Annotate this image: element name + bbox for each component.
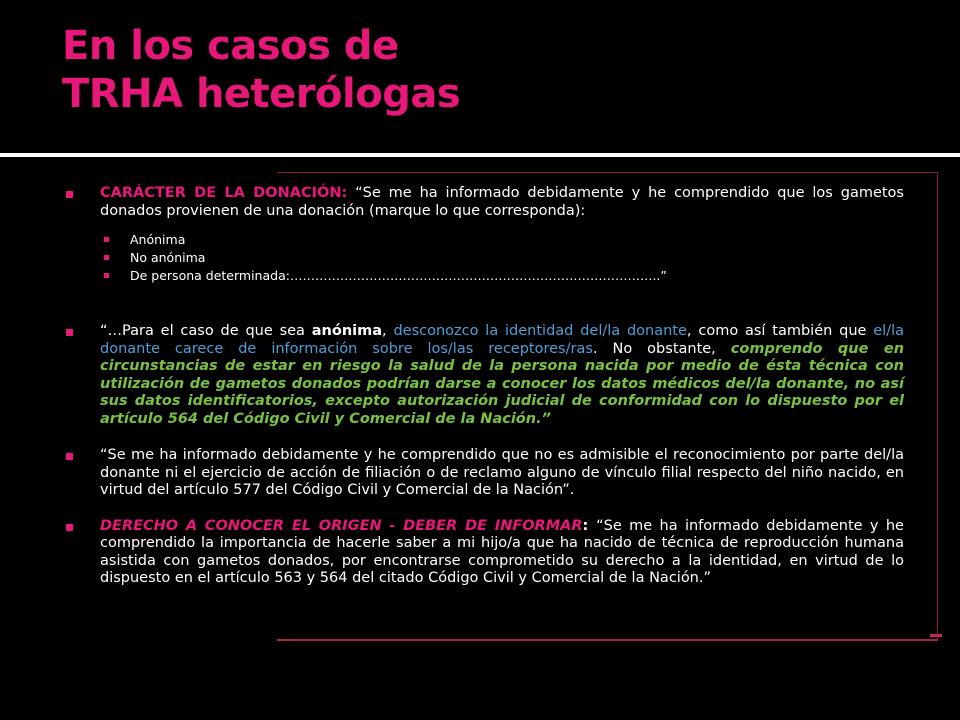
sub-bullet-square-icon [104, 237, 109, 242]
bullet-derecho-origen [66, 518, 904, 588]
text-run: : [582, 517, 597, 534]
slide-body [66, 185, 904, 588]
title-line-2: TRHA heterólogas [62, 71, 461, 117]
text-run: , [382, 323, 394, 339]
option-label: De persona determinada:……………………………………………………………………………..” [130, 268, 667, 283]
sub-bullet-anonima [66, 231, 904, 249]
slide-title [62, 22, 922, 118]
sub-bullet-square-icon [104, 273, 109, 278]
sub-bullet-persona-determinada [66, 267, 904, 285]
bullet-heading: CARÁCTER DE LA DONACIÓN: [100, 185, 348, 201]
title-divider [0, 153, 960, 157]
option-label: Anónima [130, 232, 186, 247]
bullet-square-icon [66, 191, 73, 198]
title-line-1: En los casos de [62, 23, 399, 69]
emphasis-anonima: anónima [311, 323, 383, 339]
bullet-square-icon [66, 453, 73, 460]
bullet-text: “Se me ha informado debidamente y he comprendido que no es admisible el reconocimiento por parte del/la donante ni el ejercicio de acción de filiación o de reclamo alguno de vínculo filial respecto del niño nacido, en virtud del artículo 577 del Código Civil y Comercial de la Nación”. [100, 447, 904, 498]
blue-text-identidad: desconozco la identidad del/la donante [393, 323, 687, 339]
sub-bullet-square-icon [104, 255, 109, 260]
option-label: No anónima [130, 250, 206, 265]
text-run: , como así también que [686, 323, 874, 339]
blue-text-informacion: el/la donante carece de información sobre los/las receptores/ras [100, 323, 905, 357]
bullet-square-icon [66, 524, 73, 531]
frame-corner-accent [930, 634, 942, 637]
sub-bullet-no-anonima [66, 249, 904, 267]
text-run: . No obstante, [592, 340, 731, 357]
bullet-square-icon [66, 329, 73, 336]
bullet-reconocimiento [66, 447, 904, 500]
text-run: “…Para el caso de que sea [100, 323, 312, 339]
bullet-heading: DERECHO A CONOCER EL ORIGEN - DEBER DE INFORMAR [100, 517, 583, 534]
bullet-anonima-paragraph [66, 323, 904, 428]
green-text-comprendo: comprendo que en circunstancias de estar en riesgo la salud de la persona nacida por medio de ésta técnica con utilización de gametos donados podrían darse a conocer los datos médicos del/la donante, no así sus datos identificatorios, excepto autorización judicial de conformidad con lo dispuesto por el artículo 564 del Código Civil y Comercial de la Nación.” [100, 340, 905, 427]
bullet-text: “Se me ha informado debidamente y he comprendido la importancia de hacerle saber a mi hijo/a que ha nacido de técnica de reproducción humana asistida con gametos donados, por encontrarse comprometido su derecho a la identidad, en virtud de lo dispuesto en el artículo 563 y 564 del citado Código Civil y Comercial de la Nación.” [100, 517, 904, 586]
bullet-caracter-donacion [66, 185, 904, 220]
bullet-text: “Se me ha informado debidamente y he comprendido que los gametos donados provienen de una donación (marque lo que corresponda): [100, 185, 904, 219]
